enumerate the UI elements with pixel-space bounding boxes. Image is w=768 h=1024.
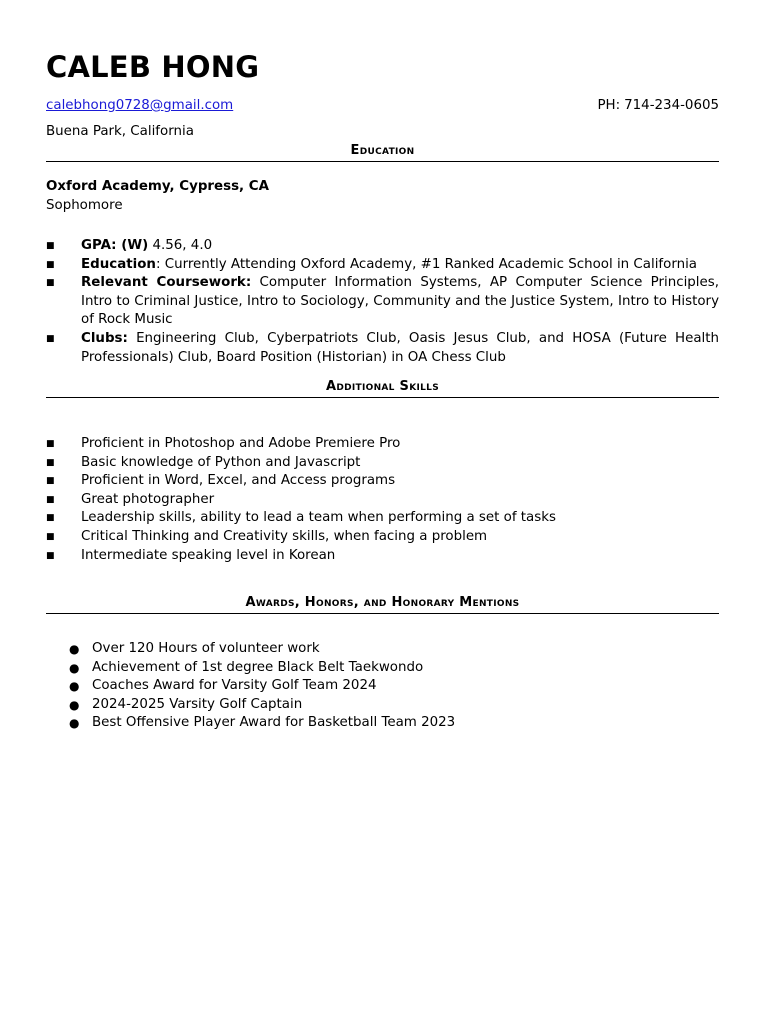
school-year: Sophomore [46, 197, 123, 213]
awards-list [46, 640, 719, 733]
item-text: Over 120 Hours of volunteer work [92, 641, 320, 656]
item-text: Great photographer [81, 491, 215, 507]
skills-heading: Additional Skills [46, 378, 719, 398]
list-item [46, 547, 719, 566]
list-item [46, 472, 719, 491]
square-bullet-icon: ■ [46, 494, 55, 505]
item-text: 4.56, 4.0 [148, 238, 213, 253]
square-bullet-icon: ■ [46, 476, 55, 487]
education-list [46, 237, 719, 367]
dot-bullet-icon: ● [69, 660, 80, 675]
square-bullet-icon: ■ [46, 333, 55, 344]
phone-label: PH: [597, 98, 621, 113]
square-bullet-icon: ■ [46, 259, 55, 270]
item-text: Proficient in Word, Excel, and Access programs [81, 473, 396, 489]
email-link[interactable]: calebhong0728@gmail.com [46, 98, 234, 113]
school-block [46, 178, 269, 215]
item-text: Engineering Club, Cyberpatriots Club, Oasis Jesus Club, and HOSA (Future Health Professionals) Club, Board Position (Historian) in OA Chess Club [81, 330, 719, 365]
list-item [46, 640, 719, 659]
school-name: Oxford Academy, Cypress, CA [46, 179, 269, 194]
dot-bullet-icon: ● [69, 642, 80, 656]
list-item [46, 714, 719, 733]
list-item [46, 659, 719, 678]
dot-bullet-icon: ● [69, 697, 80, 712]
item-text: Coaches Award for Varsity Golf Team 2024 [92, 678, 377, 694]
list-item [46, 454, 719, 473]
square-bullet-icon: ■ [46, 457, 55, 468]
list-item [46, 491, 719, 510]
list-item [46, 528, 719, 547]
list-item [46, 509, 719, 528]
awards-heading: Awards, Honors, and Honorary Mentions [46, 594, 719, 614]
item-text: Computer Information Systems, AP Computer Science Principles, Intro to Criminal Justice, Intro to Sociology, Community and the Justice System, Intro to History of Rock Music [81, 275, 719, 328]
education-heading: Education [46, 142, 719, 162]
square-bullet-icon: ■ [46, 513, 55, 524]
phone-value: 714-234-0605 [624, 98, 719, 113]
candidate-name: CALEB HONG [46, 50, 260, 84]
list-item [46, 256, 719, 275]
list-item [46, 435, 719, 454]
square-bullet-icon: ■ [46, 531, 55, 542]
skills-list [46, 435, 719, 565]
list-item [46, 330, 719, 367]
item-label: GPA: (W) [81, 238, 149, 253]
location: Buena Park, California [46, 124, 194, 139]
dot-bullet-icon: ● [69, 716, 80, 731]
item-label: Clubs: [81, 330, 128, 346]
phone-number [597, 96, 719, 116]
item-text: Intermediate speaking level in Korean [81, 547, 336, 563]
list-item [46, 677, 719, 696]
list-item [46, 237, 719, 256]
list-item [46, 696, 719, 715]
square-bullet-icon: ■ [46, 550, 55, 561]
item-text: 2024-2025 Varsity Golf Captain [92, 696, 303, 712]
item-text: Critical Thinking and Creativity skills, when facing a problem [81, 528, 488, 544]
item-text: Basic knowledge of Python and Javascript [81, 454, 361, 470]
item-text: : Currently Attending Oxford Academy, #1 Ranked Academic School in California [155, 256, 697, 272]
dot-bullet-icon: ● [69, 679, 80, 694]
list-item [46, 274, 719, 330]
item-text: Best Offensive Player Award for Basketball Team 2023 [92, 715, 456, 731]
item-text: Leadership skills, ability to lead a team when performing a set of tasks [81, 510, 556, 526]
square-bullet-icon: ■ [46, 278, 55, 289]
contact-row [46, 96, 719, 116]
square-bullet-icon: ■ [46, 439, 55, 449]
item-text: Achievement of 1st degree Black Belt Taekwondo [92, 659, 424, 675]
square-bullet-icon: ■ [46, 241, 55, 251]
item-label: Education [81, 256, 156, 272]
item-label: Relevant Coursework: [81, 275, 252, 291]
item-text: Proficient in Photoshop and Adobe Premiere Pro [81, 436, 401, 451]
resume-page [46, 0, 719, 1024]
